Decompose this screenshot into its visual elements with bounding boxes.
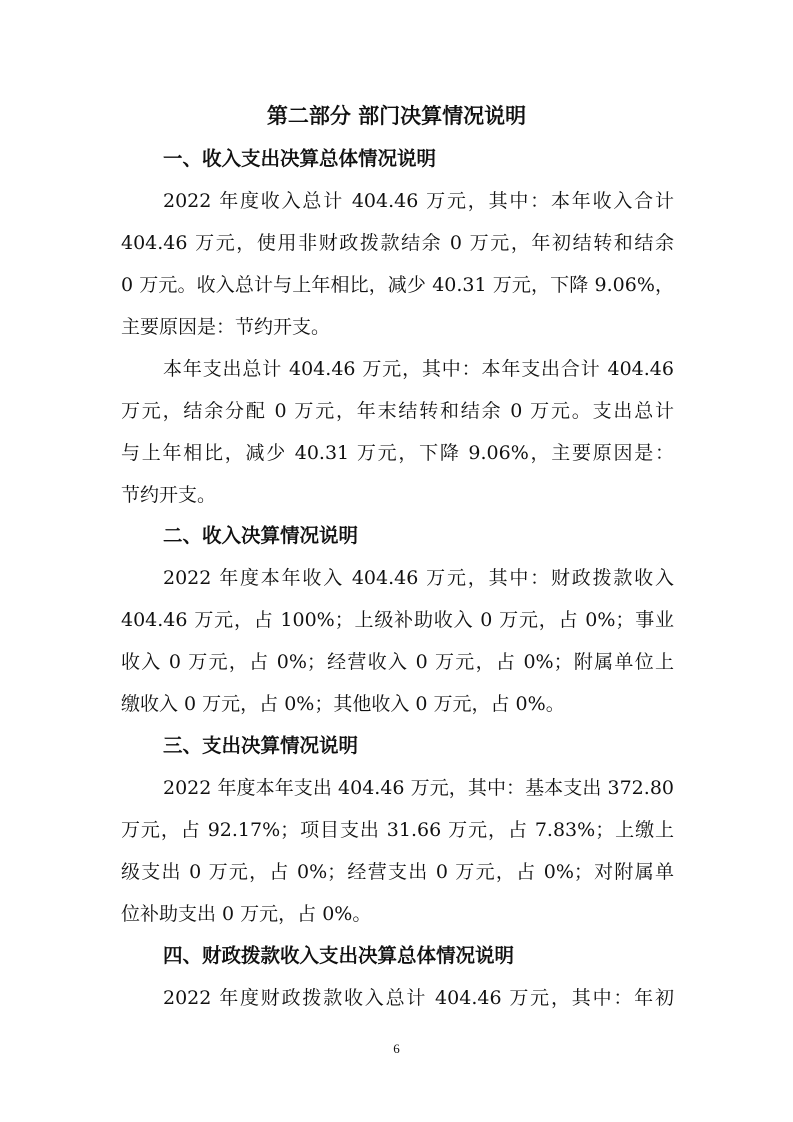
paragraph-line: 本年支出总计 404.46 万元，其中：本年支出合计 404.46 (163, 358, 674, 380)
section-heading-1: 一、收入支出决算总体情况说明 (163, 147, 437, 170)
paragraph-line: 404.46 万元，使用非财政拨款结余 0 万元，年初结转和结余 (121, 232, 674, 254)
paragraph-line: 级支出 0 万元，占 0%；经营支出 0 万元，占 0%；对附属单 (121, 861, 674, 883)
paragraph-line: 2022 年度财政拨款收入总计 404.46 万元，其中：年初 (163, 987, 674, 1009)
paragraph-line: 2022 年度收入总计 404.46 万元，其中：本年收入合计 (163, 190, 674, 212)
paragraph-line: 0 万元。收入总计与上年相比，减少 40.31 万元，下降 9.06%， (121, 274, 674, 296)
page-number: 6 (393, 1041, 400, 1056)
paragraph-line: 节约开支。 (121, 484, 217, 506)
section-heading-4: 四、财政拨款收入支出决算总体情况说明 (163, 944, 515, 967)
paragraph-line: 万元，占 92.17%；项目支出 31.66 万元，占 7.83%；上缴上 (121, 819, 674, 841)
paragraph-line: 主要原因是：节约开支。 (121, 316, 331, 338)
paragraph-line: 与上年相比，减少 40.31 万元，下降 9.06%，主要原因是： (121, 442, 674, 464)
paragraph-line: 万元，结余分配 0 万元，年末结转和结余 0 万元。支出总计 (121, 400, 674, 422)
section-heading-2: 二、收入决算情况说明 (163, 524, 359, 547)
paragraph-line: 收入 0 万元，占 0%；经营收入 0 万元，占 0%；附属单位上 (121, 651, 674, 673)
paragraph-line: 缴收入 0 万元，占 0%；其他收入 0 万元，占 0%。 (121, 693, 565, 715)
page-title: 第二部分 部门决算情况说明 (266, 104, 527, 128)
section-heading-3: 三、支出决算情况说明 (163, 734, 359, 757)
paragraph-line: 404.46 万元，占 100%；上级补助收入 0 万元，占 0%；事业 (121, 609, 674, 631)
paragraph-line: 2022 年度本年支出 404.46 万元，其中：基本支出 372.80 (163, 777, 674, 799)
paragraph-line: 位补助支出 0 万元，占 0%。 (121, 903, 372, 925)
paragraph-line: 2022 年度本年收入 404.46 万元，其中：财政拨款收入 (163, 567, 674, 589)
